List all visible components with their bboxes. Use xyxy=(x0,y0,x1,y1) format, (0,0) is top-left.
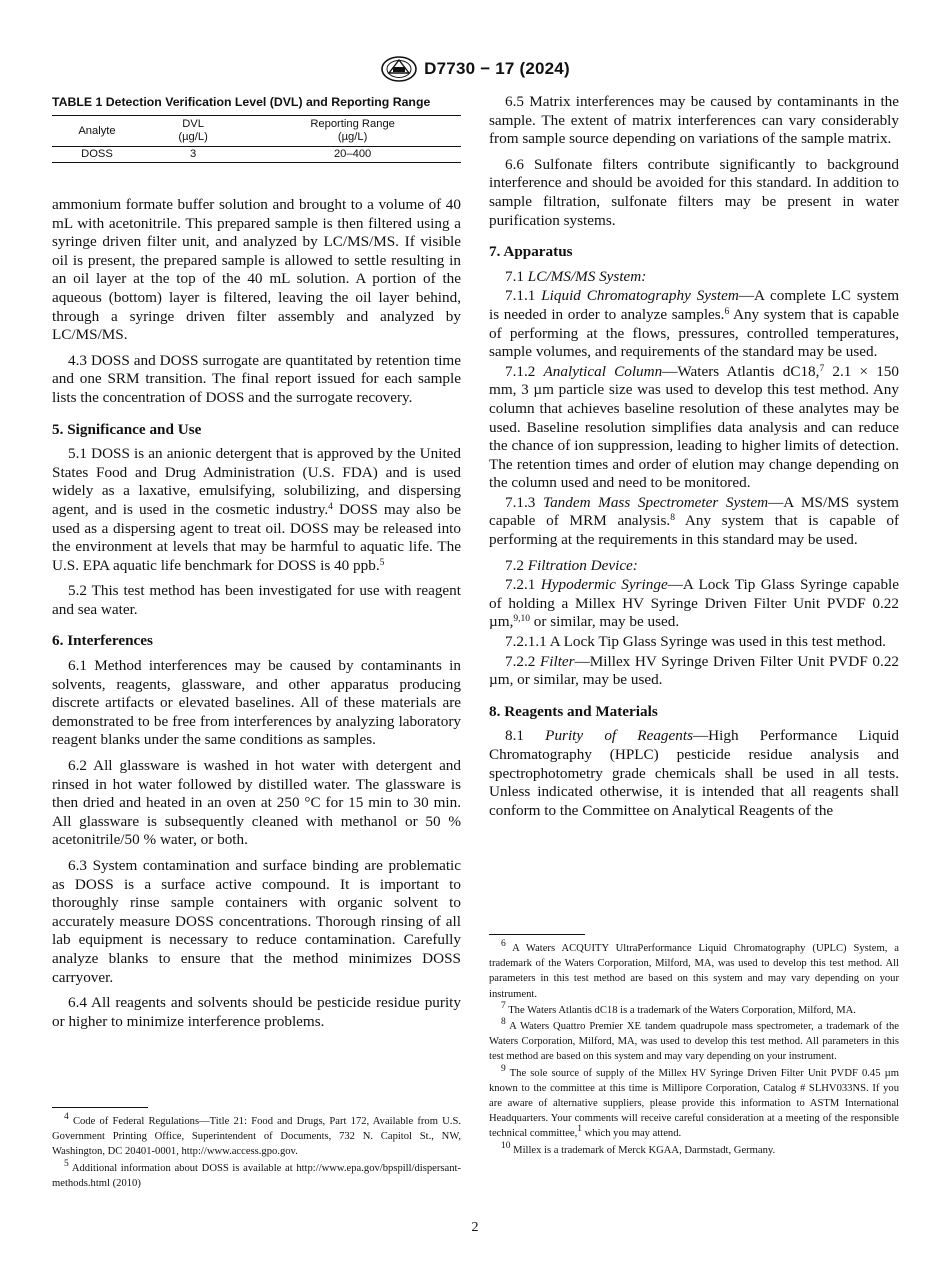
paragraph-7-1: 7.1 LC/MS/MS System: xyxy=(505,267,647,285)
footnote-ref-6: 6 xyxy=(724,306,730,317)
footnote-rule-right xyxy=(489,934,585,935)
footnote-ref-8: 8 xyxy=(670,513,675,524)
paragraph-7-1-3: 7.1.3 Tandem Mass Spectrometer System—A MS/MS system capable of MRM analysis.$^8$ Any system that is capable of performing at the requirements in this standard may be used. xyxy=(489,493,899,549)
footnote-ref-5: 5 xyxy=(379,557,385,568)
table-header-row xyxy=(52,116,461,147)
paragraph-8-1: 8.1 Purity of Reagents—High Performance Liquid Chromatography (HPLC) pesticide residue analysis and spectrophotometry grade chemicals shall be used in all tests. Unless indicated otherwise, it is intended that all reagents shall conform to the Committee on Analytical Reagents of the xyxy=(489,727,899,819)
astm-logo-icon xyxy=(380,56,418,82)
paragraph-6-2: 6.2 All glassware is washed in hot water with detergent and rinsed in hot water followed by distilled water. The glassware is then dried and heated in an oven at 250 °C for 15 min to 30 min. All glassware is subsequently cleaned with methanol or 50 % acetonitrile/50 % water, or both. xyxy=(52,757,461,849)
paragraph-4-3: 4.3 DOSS and DOSS surrogate are quantitated by retention time and one SRM transition. The final report issued for each sample lists the concentration of DOSS and the surrogate recovery. xyxy=(52,351,461,406)
footnotes-left xyxy=(52,1114,461,1192)
footnote-ref-7: 7 xyxy=(819,363,825,374)
table-header-analyte: Analyte xyxy=(78,124,116,137)
paragraph-6-5: 6.5 Matrix interferences may be caused by contaminants in the sample. The extent of matrix interferences can vary considerably from sample source depending on variations of the sample matrix. xyxy=(489,93,899,148)
paragraph-6-1: 6.1 Method interferences may be caused by contaminants in solvents, reagents, glassware, and other apparatus producing discrete artifacts or elevated baselines. All of these materials are demonstrated to be free from interferences by analyzing laboratory reagent blanks under the same conditions as samples. xyxy=(52,657,461,749)
table-row xyxy=(52,147,461,163)
left-column xyxy=(52,93,461,1038)
paragraph-6-3: 6.3 System contamination and surface binding are problematic as DOSS is a surface active compound. It is important to thoroughly rinse sample containers with organic solvent to accurately measure DOSS concentrations. Thorough rinsing of all lab equipment is necessary to reduce contamination. Carefully analyze blanks to ensure that the method minimizes DOSS carryover. xyxy=(52,857,461,986)
paragraph-7-2-1-1: 7.2.1.1 A Lock Tip Glass Syringe was used in this test method. xyxy=(505,633,886,651)
page-number: 2 xyxy=(471,1220,479,1235)
table-cell-dvl: 3 xyxy=(189,148,197,160)
footnote-4: $^4$ Code of Federal Regulations—Title 21: Food and Drugs, Part 172, Available from U.S. Government Printing Office, Superintendent of Documents, 732 N. Capitol St., NW, Washington, DC 20401-0001, http://www.access.gpo.gov. xyxy=(52,1112,461,1158)
footnote-7: $^7$ The Waters Atlantis dC18 is a trademark of the Waters Corporation, Milford, MA. xyxy=(501,1000,856,1016)
section-heading-5: 5. Significance and Use xyxy=(52,420,202,438)
section-heading-7: 7. Apparatus xyxy=(489,243,573,261)
table-caption: TABLE 1 Detection Verification Level (DVL) and Reporting Range xyxy=(52,95,431,109)
paragraph-7-1-2: 7.1.2 Analytical Column—Waters Atlantis dC18,$^7$ 2.1 × 150 mm, 3 µm particle size was used to develop this test method. Any column that achieves baseline resolution of these analytes may be used. Baseline resolution simplifies data analysis and can reduce the chance of ion suppression, leading to higher limits of detection. The retention times and order of elution may change depending on the column used and need to be monitored. xyxy=(489,362,899,492)
paragraph-5-1: 5.1 DOSS is an anionic detergent that is approved by the United States Food and Drug Administration (U.S. FDA) and is used widely as a laxative, emulsifying, solubilizing, and dispersing agent, and is used in the cosmetic industry.$^4$ DOSS may also be used as a dispersing agent to treat oil. DOSS may be released into the environment at levels that may be harmful to aquatic life. The U.S. EPA aquatic life benchmark for DOSS is 40 ppb.$^5$ xyxy=(52,445,461,574)
footnote-10: $^{10}$ Millex is a trademark of Merck KGAA, Darmstadt, Germany. xyxy=(501,1140,776,1156)
footnote-5: $^5$ Additional information about DOSS is available at http://www.epa.gov/bpspill/dispersant-methods.html (2010) xyxy=(52,1158,461,1189)
table-cell-analyte: DOSS xyxy=(81,148,113,160)
footnote-8: $^8$ A Waters Quattro Premier XE tandem quadrupole mass spectrometer, a trademark of the Waters Corporation, Milford, MA, was used to develop this test method. All parameters in this test method are based on this system and may vary depending on your instrument. xyxy=(489,1017,899,1063)
footnote-ref-4: 4 xyxy=(328,501,333,512)
paragraph-6-6: 6.6 Sulfonate filters contribute significantly to background interference and should be avoided for this standard. In addition to sample filtration, sulfonate filters may be present in water purification systems. xyxy=(489,155,899,229)
right-column xyxy=(489,93,899,827)
paragraph-7-1-1: 7.1.1 Liquid Chromatography System—A complete LC system is needed in order to analyze samples.$^6$ Any system that is capable of performing at the flows, pressures, controlled temperatures, sample volumes, and requirements of the standard may be used. xyxy=(489,287,900,361)
dvl-table xyxy=(52,115,461,163)
footnote-rule-left xyxy=(52,1107,148,1108)
section-heading-6: 6. Interferences xyxy=(52,632,153,650)
table-header-range: Reporting Range (µg/L) xyxy=(310,118,395,143)
section-heading-8: 8. Reagents and Materials xyxy=(489,702,658,720)
paragraph-7-2-1: 7.2.1 Hypodermic Syringe—A Lock Tip Glass Syringe capable of holding a Millex HV Syringe Driven Filter Unit PVDF 0.22 µm,$^{9,10}$ or similar, may be used. xyxy=(489,576,900,631)
document-designation: D7730 − 17 (2024) xyxy=(424,59,570,78)
paragraph-4-2-continued: ammonium formate buffer solution and brought to a volume of 40 mL with acetonitrile. This prepared sample is then filtered using a syringe driven filter unit, and analyzed by LC/MS/MS. If visible oil is present, the prepared sample is allowed to settle resulting in an oil layer at the top of the 40 mL solution. A portion of the aqueous (bottom) layer is filtered, leaving the oil layer behind, through a syringe driven filter assembly and analyzed by LC/MS/MS. xyxy=(52,196,461,344)
paragraph-7-2-2: 7.2.2 Filter—Millex HV Syringe Driven Filter Unit PVDF 0.22 µm, or similar, may be used. xyxy=(489,652,900,689)
page-header xyxy=(0,56,950,82)
footnote-ref-9-10: 9,10 xyxy=(513,614,530,625)
footnote-9: $^9$ The sole source of supply of the Millex HV Syringe Driven Filter Unit PVDF 0.45 µm known to the committee at this time is Millipore Corporation, Catalog # SLHV033NS. If you are aware of alternative suppliers, please provide this information to ASTM International Headquarters. Your comments will receive careful consideration at a meeting of the responsible technical committee,$^1$ which you may attend. xyxy=(489,1063,899,1140)
footnotes-right xyxy=(489,941,899,1159)
footnote-6: $^6$ A Waters ACQUITY UltraPerformance Liquid Chromatography (UPLC) System, a trademark of the Waters Corporation, Milford, MA, was used to develop this test method. All parameters in this test method are based on this system and may vary depending on your instrument. xyxy=(489,939,899,1000)
table-cell-range: 20–400 xyxy=(333,148,372,160)
paragraph-5-2: 5.2 This test method has been investigated for use with reagent and sea water. xyxy=(52,582,461,618)
paragraph-6-4: 6.4 All reagents and solvents should be pesticide residue purity or higher to minimize interference problems. xyxy=(52,994,461,1030)
paragraph-7-2: 7.2 Filtration Device: xyxy=(505,556,638,574)
table-header-dvl: DVL (µg/L) xyxy=(178,118,208,143)
